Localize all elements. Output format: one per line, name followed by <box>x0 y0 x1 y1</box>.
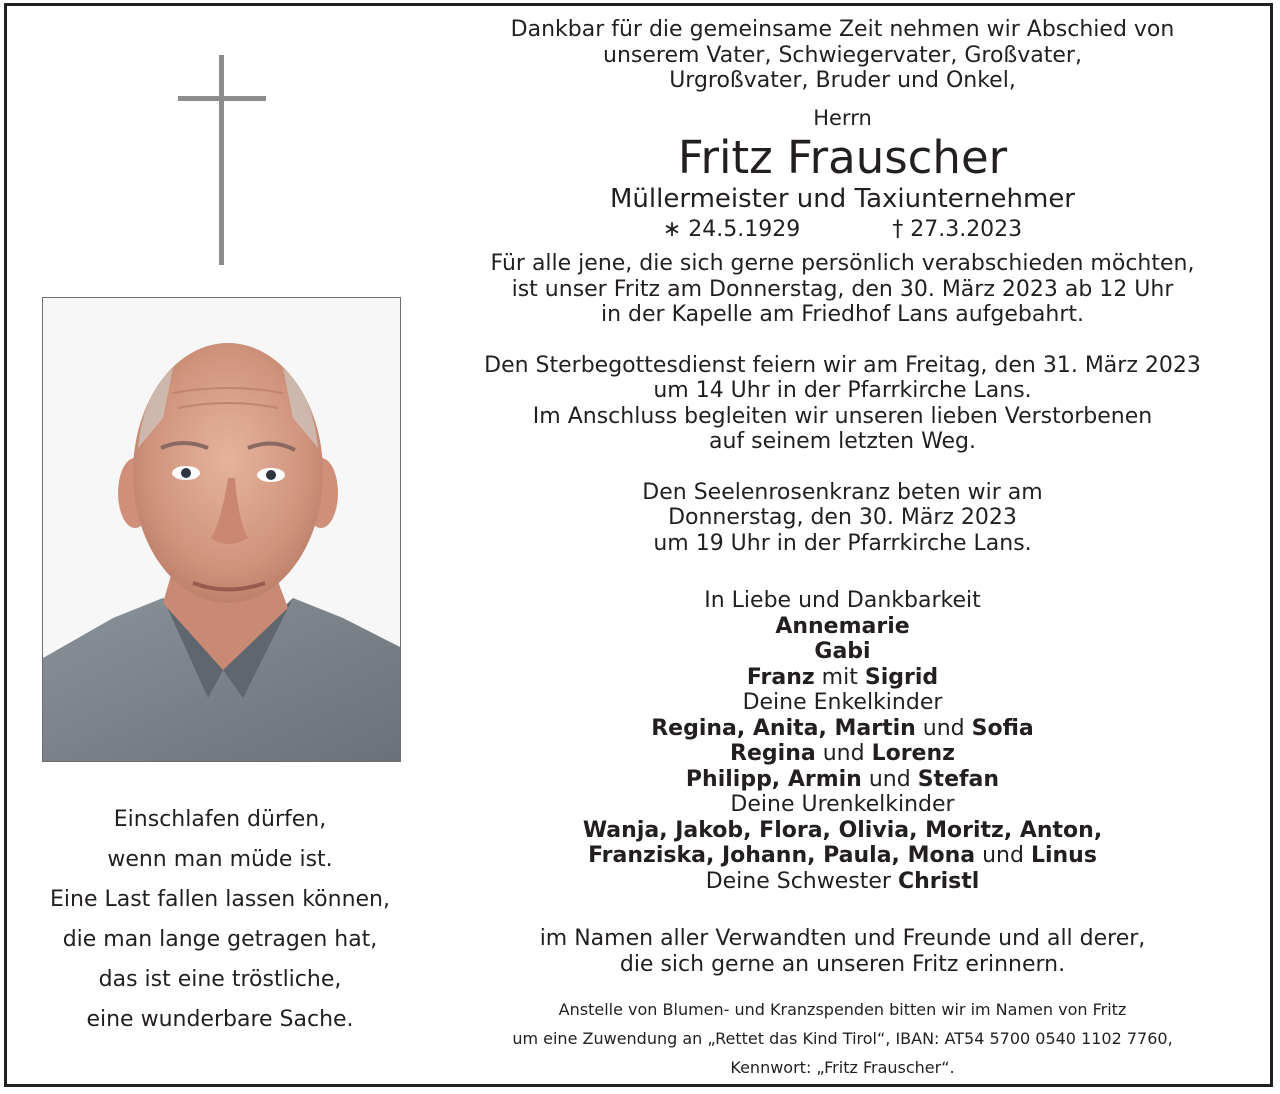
poem-line: die man lange getragen hat, <box>62 927 378 952</box>
family-member: Annemarie <box>775 613 910 639</box>
poem-line: Eine Last fallen lassen können, <box>50 887 390 912</box>
cross-icon <box>178 55 266 265</box>
service-line: um 14 Uhr in der Pfarrkirche Lans. <box>653 378 1032 403</box>
obituary-text <box>440 17 1245 1082</box>
portrait-photo <box>42 297 401 762</box>
great-grandchildren-names: Franziska, Johann, Paula, Mona und Linus <box>588 843 1097 868</box>
rosary-line: Donnerstag, den 30. März 2023 <box>668 505 1017 530</box>
donation-line: um eine Zuwendung an „Rettet das Kind Tirol“, IBAN: AT54 5700 0540 1102 7760, <box>512 1029 1173 1048</box>
intro-line: Dankbar für die gemeinsame Zeit nehmen wir Abschied von <box>510 17 1175 42</box>
intro-line: Urgroßvater, Bruder und Onkel, <box>669 68 1016 93</box>
service-line: Den Sterbegottesdienst feiern wir am Freitag, den 31. März 2023 <box>484 352 1201 378</box>
death-date: † 27.3.2023 <box>892 217 1023 242</box>
rosary-line: Den Seelenrosenkranz beten wir am <box>642 479 1043 505</box>
poem-line: wenn man müde ist. <box>107 847 333 872</box>
poem-line: eine wunderbare Sache. <box>86 1007 354 1032</box>
poem-line: das ist eine tröstliche, <box>98 967 342 992</box>
deceased-name: Fritz Frauscher <box>677 131 1008 184</box>
salutation: Herrn <box>813 105 872 130</box>
donation-line: Anstelle von Blumen- und Kranzspenden bitten wir im Namen von Fritz <box>558 1000 1127 1019</box>
service-line: auf seinem letzten Weg. <box>708 429 977 454</box>
grandchildren-names: Regina, Anita, Martin und Sofia <box>651 715 1034 741</box>
occupation: Müllermeister und Taxiunternehmer <box>609 184 1076 214</box>
grandchildren-names: Philipp, Armin und Stefan <box>685 766 1000 792</box>
intro-line: unserem Vater, Schwiegervater, Großvater, <box>603 42 1082 68</box>
family-member: Franz mit Sigrid <box>746 664 939 690</box>
poem-line: Einschlafen dürfen, <box>113 807 327 832</box>
service-line: Im Anschluss begleiten wir unseren lieben Verstorbenen <box>532 403 1153 429</box>
viewing-line: in der Kapelle am Friedhof Lans aufgebahrt. <box>601 302 1084 327</box>
family-member: Gabi <box>814 639 871 664</box>
poem <box>20 800 420 1040</box>
donation-line: Kennwort: „Fritz Frauscher“. <box>730 1058 955 1077</box>
viewing-line: ist unser Fritz am Donnerstag, den 30. März 2023 ab 12 Uhr <box>511 276 1174 302</box>
birth-date: ∗ 24.5.1929 <box>662 217 801 242</box>
family-heading: In Liebe und Dankbarkeit <box>704 588 981 613</box>
rosary-line: um 19 Uhr in der Pfarrkirche Lans. <box>653 530 1032 556</box>
viewing-line: Für alle jene, die sich gerne persönlich verabschieden möchten, <box>490 251 1195 276</box>
closing-line: im Namen aller Verwandten und Freunde und all derer, <box>539 926 1146 951</box>
life-dates <box>440 215 1245 245</box>
sister-line: Deine Schwester Christl <box>705 868 980 894</box>
closing-line: die sich gerne an unseren Fritz erinnern. <box>619 951 1066 977</box>
great-grandchildren-names: Wanja, Jakob, Flora, Olivia, Moritz, Anton, <box>582 817 1103 843</box>
great-grandchildren-label: Deine Urenkelkinder <box>730 792 955 817</box>
grandchildren-label: Deine Enkelkinder <box>742 690 943 715</box>
grandchildren-names: Regina und Lorenz <box>730 741 955 766</box>
